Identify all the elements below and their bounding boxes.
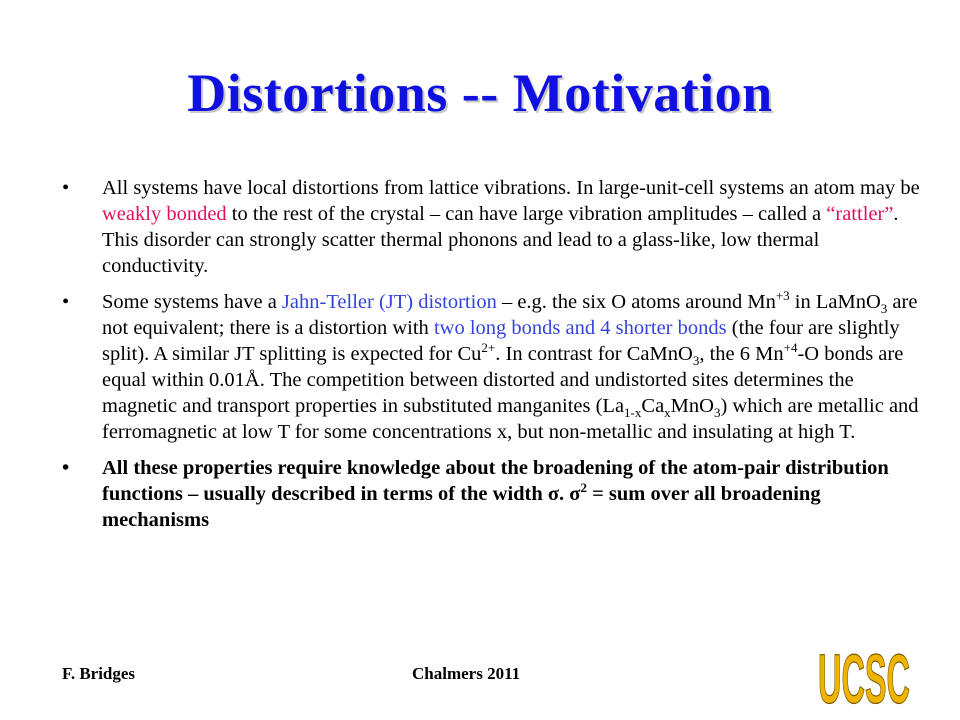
footer-event: Chalmers 2011 bbox=[412, 664, 521, 683]
bullet-text-segment: , the 6 Mn bbox=[699, 343, 784, 365]
bullet-text-segment: 2+ bbox=[481, 340, 496, 356]
bullet-text-segment: All systems have local distortions from lattice vibrations. In large-unit-cell systems an atom may be bbox=[102, 177, 920, 199]
slide-title: Distortions -- Motivation bbox=[187, 63, 773, 123]
bullet-text-segment: MnO bbox=[670, 395, 714, 417]
bullet-text-segment: 2 bbox=[580, 480, 587, 496]
bullet-text-segment: 3 bbox=[713, 405, 721, 421]
bullet-text-segment: weakly bonded bbox=[102, 203, 227, 225]
bullet-text-segment: “rattler” bbox=[826, 203, 894, 225]
bullet-list bbox=[62, 175, 922, 543]
ucsc-logo-text: UCSC bbox=[818, 643, 910, 709]
bullet-item bbox=[62, 175, 922, 279]
bullet-text-segment: ) which are metallic and ferromagnetic at low T for some concentrations x, but non-metallic and insulating at high T. bbox=[102, 395, 919, 443]
bullet-text-segment: = sum over all broadening mechanisms bbox=[102, 483, 821, 531]
bullet-text-segment: . In contrast for CaMnO bbox=[495, 343, 693, 365]
bullet-text-segment: (the four are slightly split). A similar JT splitting is expected for Cu bbox=[102, 317, 900, 365]
bullet-text-segment: +4 bbox=[783, 340, 798, 356]
bullet-text-segment: Some systems have a bbox=[102, 291, 282, 313]
bullet-marker: • bbox=[62, 177, 70, 199]
bullet-text-segment: 3 bbox=[692, 353, 700, 369]
bullet-text-segment: All these properties require knowledge about the broadening of the atom-pair distribution functions – usually described in terms of the width σ. σ bbox=[102, 457, 889, 505]
bullet-text-segment: . This disorder can strongly scatter thermal phonons and lead to a glass-like, low thermal conductivity. bbox=[102, 203, 899, 277]
bullet-text-segment: Ca bbox=[641, 395, 665, 417]
bullet-item bbox=[62, 289, 922, 445]
bullet-marker: • bbox=[62, 457, 70, 479]
bullet-text-segment: 1-x bbox=[624, 405, 642, 421]
bullet-text-segment: +3 bbox=[775, 288, 790, 304]
bullet-text-segment: – e.g. the six O atoms around Mn bbox=[496, 291, 776, 313]
bullet-text-segment: x bbox=[664, 405, 671, 421]
bullet-text-segment: -O bonds are equal within 0.01Å. The competition between distorted and undistorted sites determines the magnetic and transport properties in substituted manganites (La bbox=[102, 343, 904, 417]
bullet-item bbox=[62, 455, 922, 533]
bullet-text-segment: 3 bbox=[880, 301, 888, 317]
bullet-marker: • bbox=[62, 291, 70, 313]
bullet-text-segment: two long bonds and 4 shorter bonds bbox=[433, 317, 727, 339]
bullet-text-segment: are not equivalent; there is a distortion with bbox=[102, 291, 918, 339]
bullet-text-segment: Jahn-Teller (JT) distortion bbox=[281, 291, 497, 313]
bullet-text-segment: in LaMnO bbox=[789, 291, 881, 313]
bullet-text-segment: to the rest of the crystal – can have large vibration amplitudes – called a bbox=[226, 203, 827, 225]
footer-author: F. Bridges bbox=[62, 664, 136, 683]
ucsc-logo bbox=[816, 643, 912, 709]
